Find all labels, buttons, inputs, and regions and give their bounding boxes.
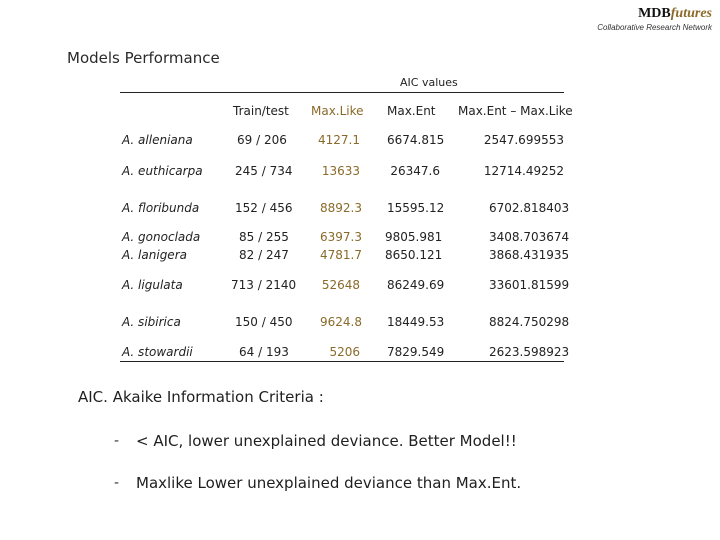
logo-main-text: MDB — [638, 6, 671, 21]
row-maxent: 9805.981 — [385, 230, 443, 244]
row-maxent: 26347.6 — [390, 164, 440, 178]
row-species: A. floribunda — [122, 201, 200, 215]
row-train: 152 / 456 — [235, 201, 293, 215]
row-difference: 3868.431935 — [489, 248, 570, 262]
row-species: A. ligulata — [122, 278, 183, 292]
row-train: 69 / 206 — [237, 133, 287, 147]
row-difference: 2623.598923 — [489, 345, 570, 359]
row-maxent: 8650.121 — [385, 248, 443, 262]
aic-definition: AIC. Akaike Information Criteria : — [78, 388, 324, 406]
row-train: 85 / 255 — [239, 230, 289, 244]
logo — [597, 6, 712, 32]
row-maxlike: 9624.8 — [320, 315, 362, 329]
row-train: 150 / 450 — [235, 315, 293, 329]
row-species: A. stowardii — [122, 345, 193, 359]
row-difference: 6702.818403 — [489, 201, 570, 215]
row-difference: 8824.750298 — [489, 315, 570, 329]
aic-values-label: AIC values — [400, 76, 458, 89]
row-train: 64 / 193 — [239, 345, 289, 359]
row-maxlike: 8892.3 — [320, 201, 362, 215]
row-maxlike: 6397.3 — [320, 230, 362, 244]
row-train: 245 / 734 — [235, 164, 293, 178]
header-maxent: Max.Ent — [387, 104, 436, 118]
row-train: 713 / 2140 — [231, 278, 297, 292]
page-title: Models Performance — [67, 49, 220, 67]
table-bottom-rule — [120, 361, 564, 362]
row-maxlike: 13633 — [321, 164, 360, 178]
logo-subtitle: Collaborative Research Network — [597, 23, 712, 32]
header-maxlike: Max.Like — [311, 104, 364, 118]
row-difference: 33601.81599 — [489, 278, 570, 292]
row-species: A. sibirica — [122, 315, 181, 329]
bullet-dash: - — [114, 475, 120, 491]
row-maxent: 86249.69 — [387, 278, 445, 292]
row-difference: 12714.49252 — [483, 164, 564, 178]
header-difference: Max.Ent – Max.Like — [458, 104, 573, 118]
row-species: A. lanigera — [122, 248, 187, 262]
row-maxent: 18449.53 — [387, 315, 445, 329]
row-difference: 2547.699553 — [483, 133, 564, 147]
row-maxent: 7829.549 — [387, 345, 445, 359]
row-maxlike: 52648 — [321, 278, 360, 292]
row-maxlike: 4781.7 — [320, 248, 362, 262]
row-species: A. gonoclada — [122, 230, 201, 244]
bullet-item: Maxlike Lower unexplained deviance than Max.Ent. — [136, 474, 522, 492]
row-maxlike: 4127.1 — [318, 133, 360, 147]
row-species: A. euthicarpa — [122, 164, 203, 178]
bullet-item: < AIC, lower unexplained deviance. Better Model!! — [136, 432, 517, 450]
row-difference: 3408.703674 — [489, 230, 570, 244]
logo-accent-text: futures — [670, 6, 712, 21]
row-maxlike: 5206 — [329, 345, 360, 359]
bullet-dash: - — [114, 433, 120, 449]
table-top-rule — [120, 92, 564, 93]
header-train-test: Train/test — [233, 104, 289, 118]
row-maxent: 6674.815 — [387, 133, 445, 147]
row-maxent: 15595.12 — [387, 201, 445, 215]
row-train: 82 / 247 — [239, 248, 289, 262]
row-species: A. alleniana — [122, 133, 193, 147]
logo-wordmark — [597, 6, 712, 22]
